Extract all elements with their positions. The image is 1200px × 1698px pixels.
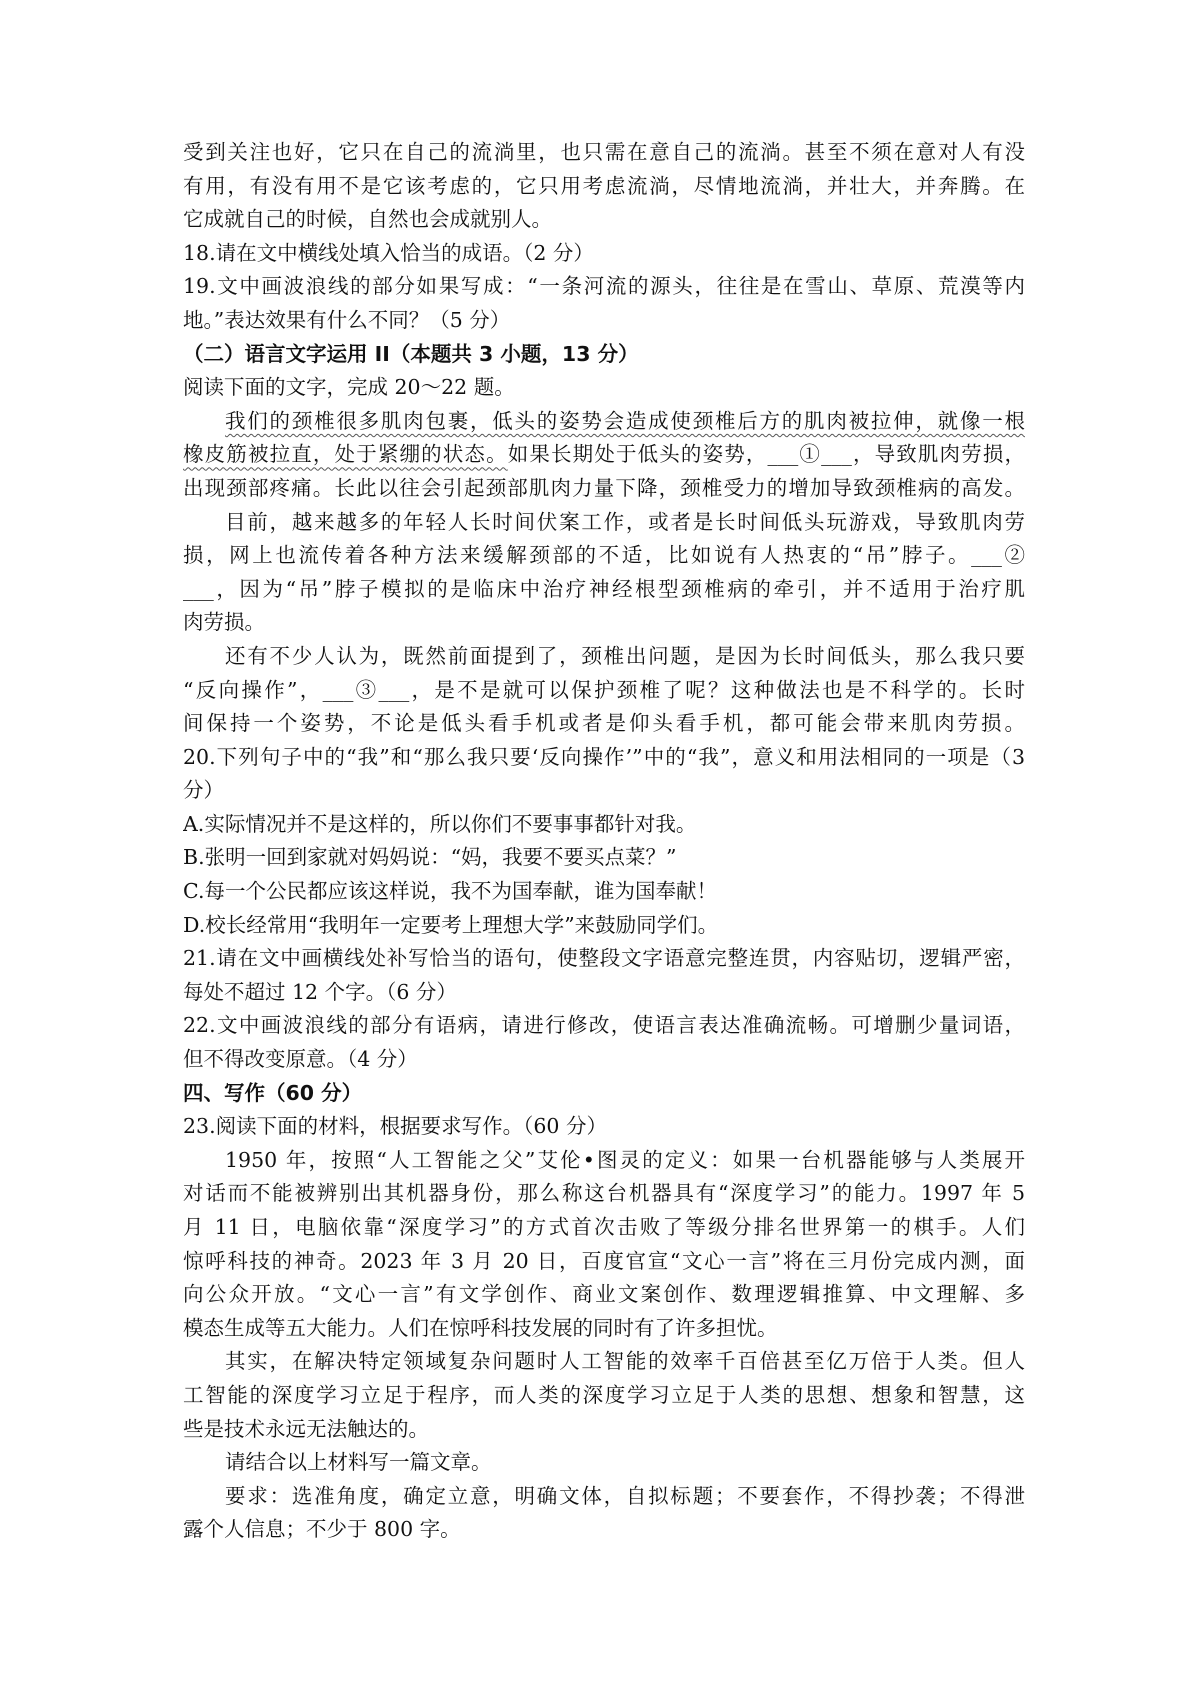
essay-material-line: 惊呼科技的神奇。2023 年 3 月 20 日，百度官宣“文心一言”将在三月份完成内测，面	[183, 1248, 1025, 1273]
exam-page	[183, 136, 1025, 1547]
passage-line: 损，网上也流传着各种方法来缓解颈部的不适，比如说有人热衷的“吊”脖子。___②	[183, 543, 1025, 568]
essay-material-line: 对话而不能被辨别出其机器身份，那么称这台机器具有“深度学习”的能力。1997 年 5	[183, 1181, 1025, 1206]
essay-material-line: 模态生成等五大能力。人们在惊呼科技发展的同时有了许多担忧。	[183, 1315, 778, 1340]
passage-line: 目前，越来越多的年轻人长时间伏案工作，或者是长时间低头玩游戏，导致肌肉劳	[225, 509, 1025, 534]
passage-line: 出现颈部疼痛。长此以往会引起颈部肌肉力量下降，颈椎受力的增加导致颈椎病的高发。	[183, 475, 1025, 500]
essay-material-line: 1950 年，按照“人工智能之父”艾伦•图灵的定义：如果一台机器能够与人类展开	[225, 1147, 1025, 1172]
question-19-cont: 地。”表达效果有什么不同？（5 分）	[183, 307, 511, 332]
essay-requirements-cont: 露个人信息；不少于 800 字。	[183, 1517, 461, 1542]
question-19: 19.文中画波浪线的部分如果写成：“一条河流的源头，往往是在雪山、草原、荒漠等内	[183, 274, 1025, 299]
passage-line: 肉劳损。	[183, 610, 265, 635]
essay-material-line: 些是技术永远无法触达的。	[183, 1416, 429, 1441]
essay-instruction: 请结合以上材料写一篇文章。	[225, 1450, 492, 1475]
question-22: 22.文中画波浪线的部分有语病，请进行修改，使语言表达准确流畅。可增删少量词语，	[183, 1013, 1025, 1038]
question-22-cont: 但不得改变原意。（4 分）	[183, 1047, 418, 1072]
essay-requirements: 要求：选准角度，确定立意，明确文体，自拟标题；不要套作，不得抄袭；不得泄	[225, 1483, 1025, 1508]
passage-line: 间保持一个姿势，不论是低头看手机或者是仰头看手机，都可能会带来肌肉劳损。	[183, 711, 1025, 736]
passage-line	[183, 438, 1025, 472]
passage-line: 还有不少人认为，既然前面提到了，颈椎出问题，是因为长时间低头，那么我只要	[225, 643, 1025, 668]
option-d: D.校长经常用“我明年一定要考上理想大学”来鼓励同学们。	[183, 912, 719, 937]
option-b: B.张明一回到家就对妈妈说：“妈，我要不要买点菜？”	[183, 845, 677, 870]
passage-line-wavy: 我们的颈椎很多肌肉包裹，低头的姿势会造成使颈椎后方的肌肉被拉伸，就像一根	[225, 408, 1025, 433]
question-20: 20.下列句子中的“我”和“那么我只要‘反向操作’”中的“我”，意义和用法相同的一项是（3	[183, 744, 1025, 769]
question-21-cont: 每处不超过 12 个字。（6 分）	[183, 979, 457, 1004]
question-23: 23.阅读下面的材料，根据要求写作。（60 分）	[183, 1114, 607, 1139]
essay-material-line: 其实，在解决特定领域复杂问题时人工智能的效率千百倍甚至亿万倍于人类。但人	[225, 1349, 1025, 1374]
text-line: 它成就自己的时候，自然也会成就别人。	[183, 207, 552, 232]
passage-line: “反向操作”，___③___，是不是就可以保护颈椎了呢？这种做法也是不科学的。长时	[183, 677, 1025, 702]
question-21: 21.请在文中画横线处补写恰当的语句，使整段文字语意完整连贯，内容贴切，逻辑严密，	[183, 946, 1025, 971]
wavy-underlined-text: 橡皮筋被拉直，处于紧绷的状态。	[183, 442, 508, 467]
option-c: C.每一个公民都应该这样说，我不为国奉献，谁为国奉献！	[183, 879, 717, 904]
essay-material-line: 月 11 日，电脑依靠“深度学习”的方式首次击败了等级分排名世界第一的棋手。人们	[183, 1215, 1025, 1239]
question-18: 18.请在文中横线处填入恰当的成语。（2 分）	[183, 240, 594, 265]
section-4-title: 四、写作（60 分）	[183, 1080, 363, 1105]
option-a: A.实际情况并不是这样的，所以你们不要事事都针对我。	[183, 811, 697, 836]
text-line: 受到关注也好，它只在自己的流淌里，也只需在意自己的流淌。甚至不须在意对人有没	[183, 140, 1025, 164]
text-line: 有用，有没有用不是它该考虑的，它只用考虑流淌，尽情地流淌，并壮大，并奔腾。在	[183, 173, 1025, 198]
section-2-intro: 阅读下面的文字，完成 20～22 题。	[183, 375, 515, 400]
essay-material-line: 工智能的深度学习立足于程序，而人类的深度学习立足于人类的思想、想象和智慧，这	[183, 1382, 1025, 1407]
section-2-title: （二）语言文字运用 II（本题共 3 小题，13 分）	[183, 341, 639, 366]
passage-text: 如果长期处于低头的姿势，___①___，导致肌肉劳损，	[507, 442, 1025, 467]
essay-material-line: 向公众开放。“文心一言”有文学创作、商业文案创作、数理逻辑推算、中文理解、多	[183, 1282, 1025, 1307]
passage-line: ___，因为“吊”脖子模拟的是临床中治疗神经根型颈椎病的牵引，并不适用于治疗肌	[183, 576, 1025, 601]
question-20-cont: 分）	[183, 778, 224, 803]
